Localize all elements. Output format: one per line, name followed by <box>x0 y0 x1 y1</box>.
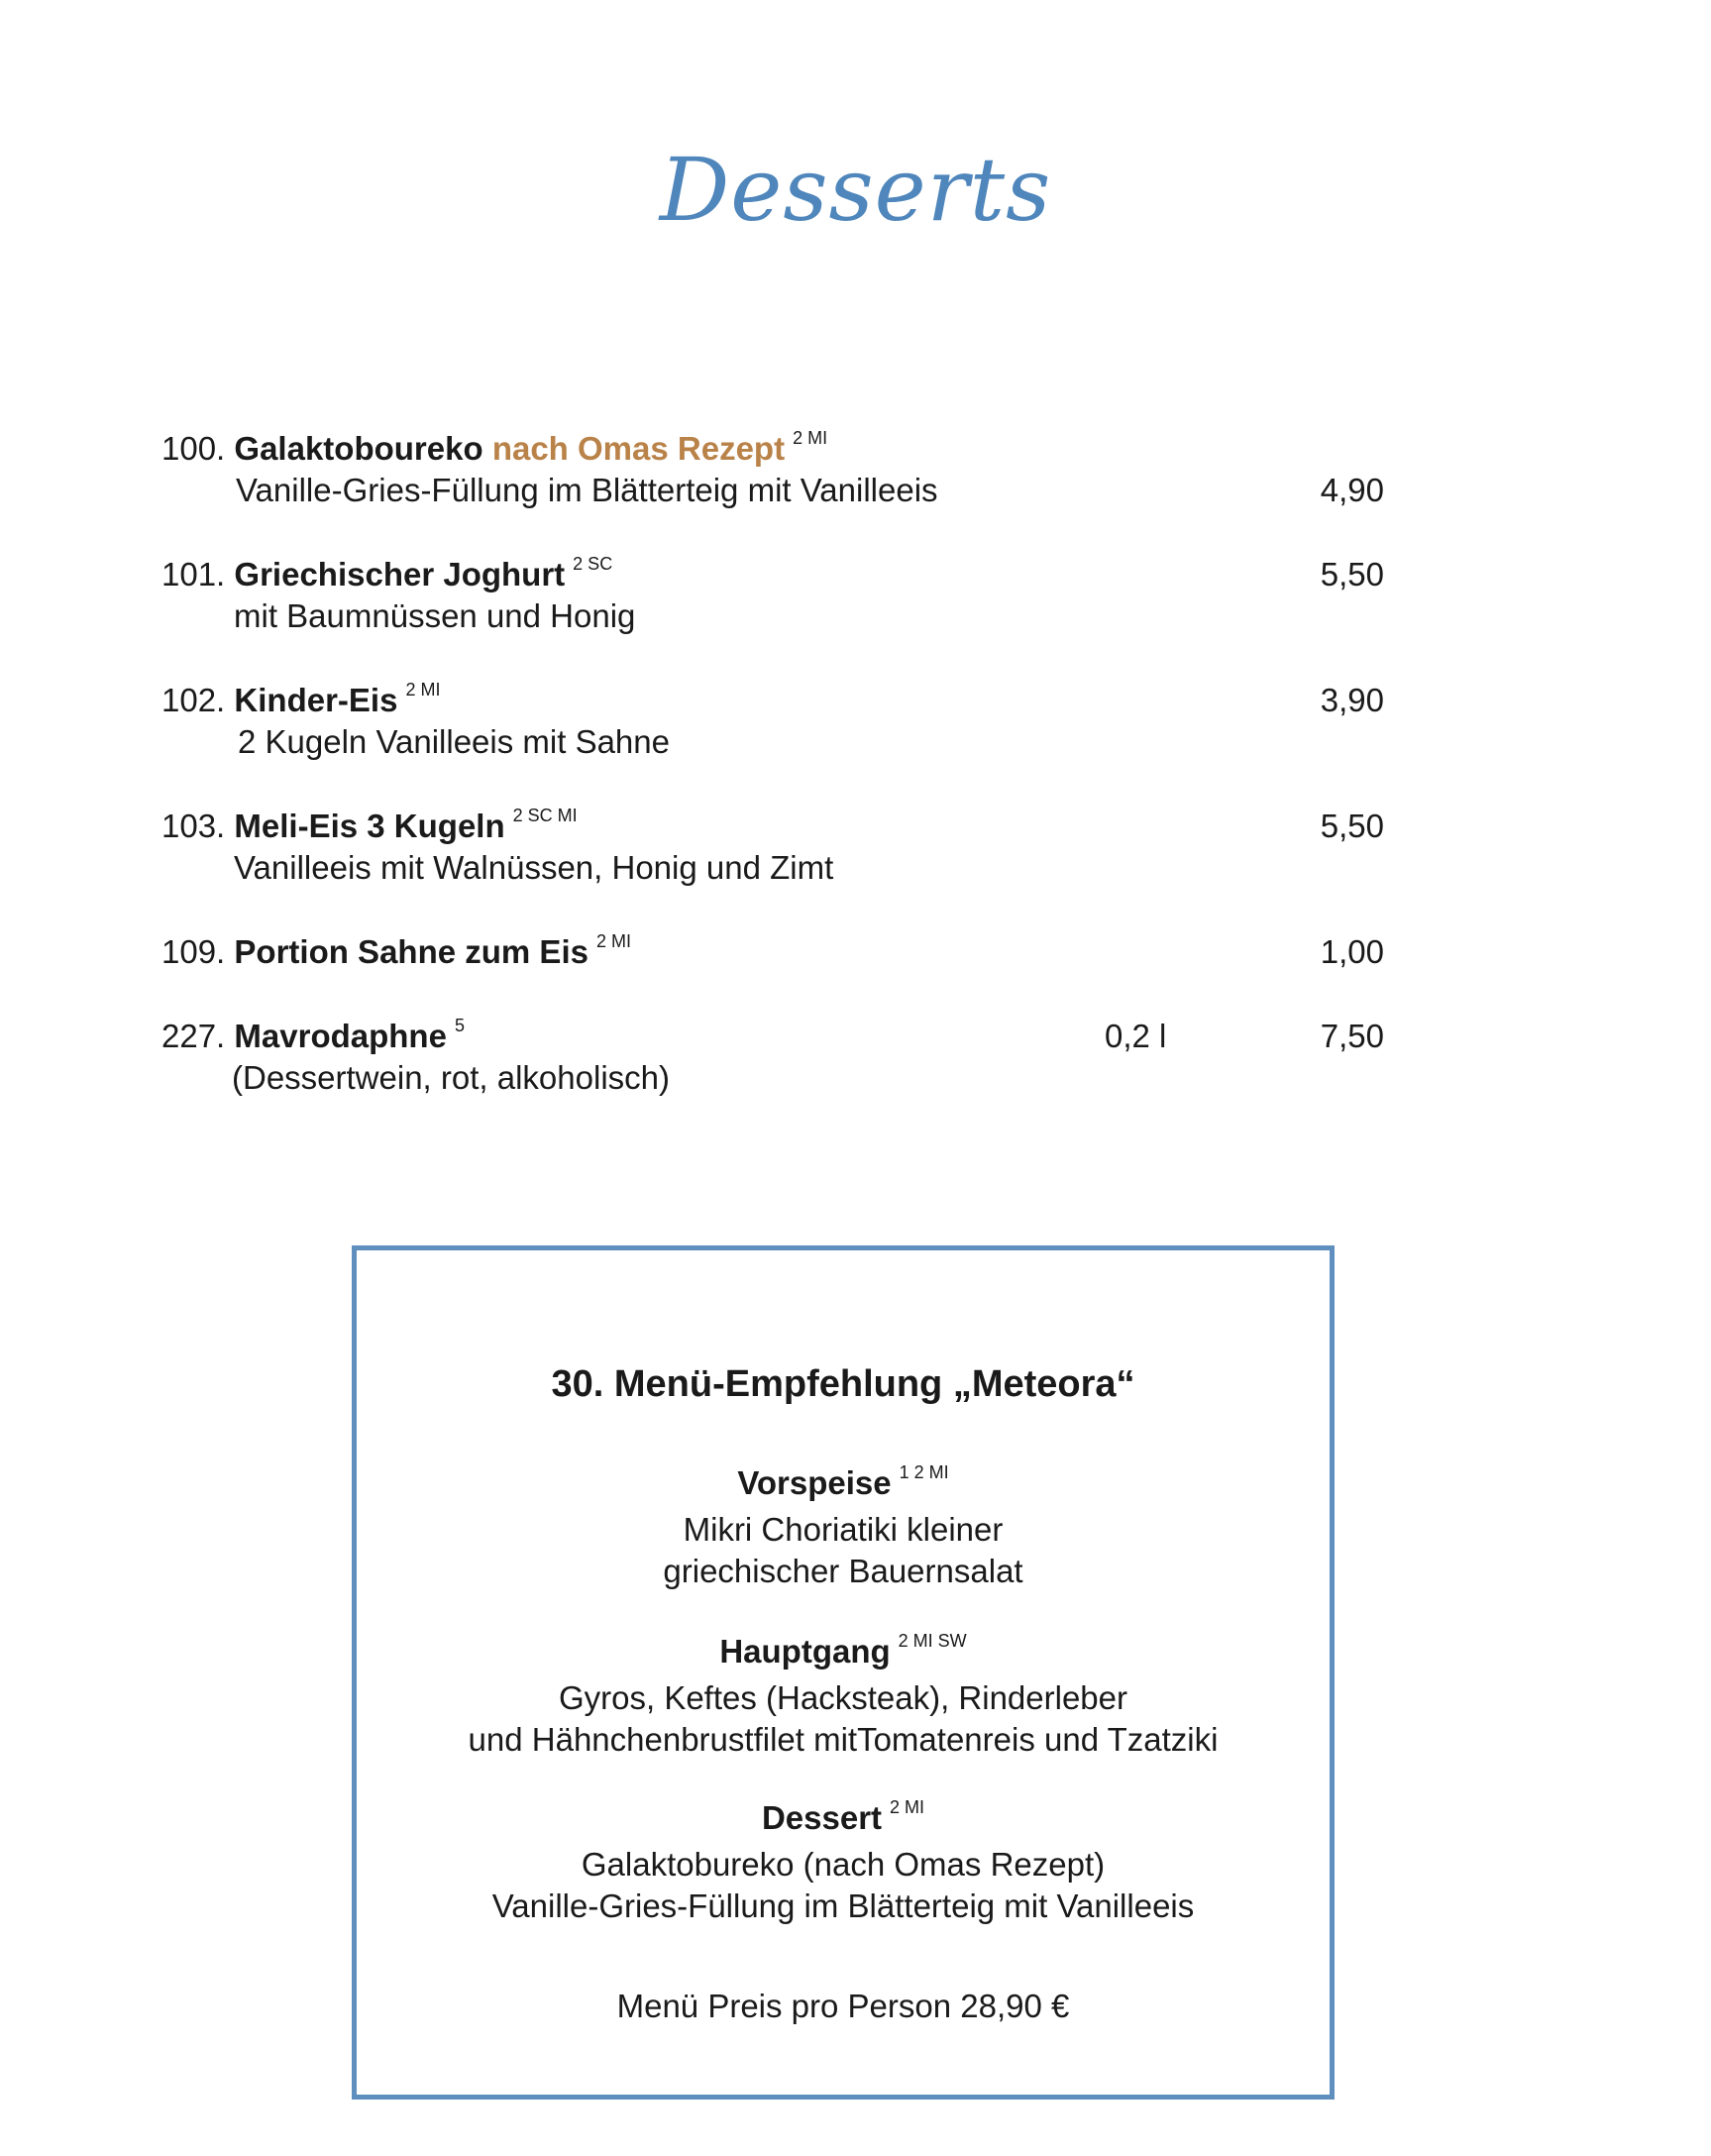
item-name: Meli-Eis 3 Kugeln <box>234 808 505 844</box>
item-name: Galaktoboureko <box>234 430 483 467</box>
menu-item-100 <box>0 429 1711 528</box>
item-name: Portion Sahne zum Eis <box>234 933 588 970</box>
item-description: mit Baumnüssen und Honig <box>234 597 636 634</box>
course-line: und Hähnchenbrustfilet mitTomatenreis und Tzatziki <box>468 1721 1219 1758</box>
menu-course-dessert <box>357 1797 1330 1927</box>
item-allergens: 2 MI <box>595 931 631 951</box>
item-heading <box>161 429 827 474</box>
course-line: Galaktobureko (nach Omas Rezept) <box>581 1846 1106 1883</box>
menu-course-starter <box>357 1462 1330 1592</box>
item-description: (Dessertwein, rot, alkoholisch) <box>232 1059 670 1096</box>
menu-price: Menü Preis pro Person 28,90 € <box>616 1988 1070 2024</box>
item-allergens: 2 MI <box>793 428 828 448</box>
course-allergens: 2 MI SW <box>898 1631 967 1651</box>
course-heading-label: Hauptgang <box>719 1633 891 1670</box>
menu-title: 30. Menü-Empfehlung „Meteora“ <box>551 1363 1135 1405</box>
menu-item-101 <box>0 555 1711 654</box>
item-heading <box>161 681 440 725</box>
item-heading <box>161 932 631 977</box>
item-name: Mavrodaphne <box>234 1018 447 1054</box>
item-price: 5,50 <box>1320 808 1384 844</box>
item-description: Vanille-Gries-Füllung im Blätterteig mit Vanilleeis <box>236 472 938 508</box>
course-heading <box>357 1462 1330 1509</box>
item-number: 109. <box>161 933 226 970</box>
item-price: 7,50 <box>1320 1018 1384 1054</box>
item-accent: nach Omas Rezept <box>491 430 786 467</box>
item-description: 2 Kugeln Vanilleeis mit Sahne <box>238 723 670 760</box>
page-title: Desserts <box>659 139 1052 241</box>
course-heading-label: Vorspeise <box>737 1464 892 1501</box>
course-line: griechischer Bauernsalat <box>663 1553 1023 1589</box>
item-volume: 0,2 l <box>1105 1018 1167 1054</box>
item-heading <box>161 807 578 851</box>
item-price: 1,00 <box>1320 933 1384 970</box>
menu-item-103 <box>0 807 1711 906</box>
item-number: 100. <box>161 430 226 467</box>
item-allergens: 5 <box>454 1016 465 1035</box>
course-allergens: 2 MI <box>890 1797 925 1817</box>
item-number: 227. <box>161 1018 226 1054</box>
course-line: Mikri Choriatiki kleiner <box>683 1511 1004 1548</box>
course-allergens: 1 2 MI <box>899 1462 949 1482</box>
item-allergens: 2 SC MI <box>512 806 578 825</box>
item-description: Vanilleeis mit Walnüssen, Honig und Zimt <box>234 849 834 886</box>
item-name: Griechischer Joghurt <box>234 556 566 593</box>
course-heading-label: Dessert <box>761 1799 883 1836</box>
course-heading <box>357 1631 1330 1677</box>
course-line: Gyros, Keftes (Hacksteak), Rinderleber <box>558 1679 1128 1716</box>
item-heading <box>161 555 612 599</box>
menu-course-main <box>357 1631 1330 1761</box>
item-price: 3,90 <box>1320 682 1384 718</box>
item-price: 4,90 <box>1320 472 1384 508</box>
course-line: Vanille-Gries-Füllung im Blätterteig mit Vanilleeis <box>491 1887 1195 1924</box>
menu-recommendation-box <box>352 1245 1335 2100</box>
course-heading <box>357 1797 1330 1844</box>
menu-item-102 <box>0 681 1711 780</box>
menu-item-227 <box>0 1017 1711 1116</box>
item-number: 103. <box>161 808 226 844</box>
item-price: 5,50 <box>1320 556 1384 593</box>
item-number: 101. <box>161 556 226 593</box>
item-allergens: 2 SC <box>573 554 613 574</box>
item-allergens: 2 MI <box>405 680 441 700</box>
item-heading <box>161 1017 465 1061</box>
item-number: 102. <box>161 682 226 718</box>
item-name: Kinder-Eis <box>234 682 398 718</box>
